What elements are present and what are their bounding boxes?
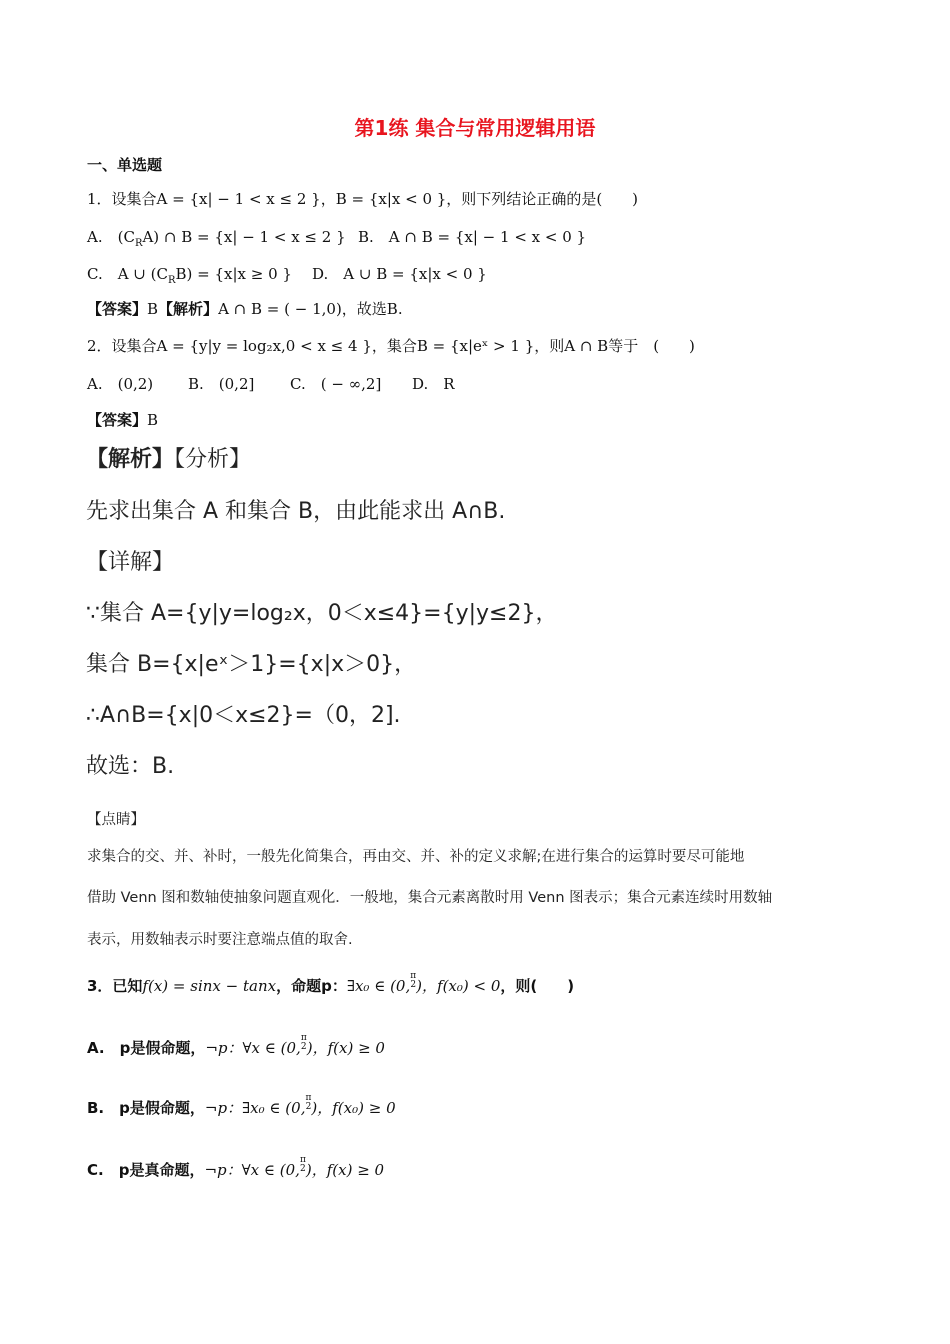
q2-detail-line3: 集合 B={x|eˣ＞1}={x|x＞0}， [86, 652, 417, 677]
q2-answer: 【答案】B [87, 411, 159, 429]
q2-analysis-heading: 【解析】【分析】 [86, 447, 252, 472]
q2-option-c: C. ( − ∞,2] [290, 375, 382, 393]
pi-over-two-fraction: π 2 [410, 971, 417, 990]
q1-option-a: A. $(C_RA)$ ∩ B = {x| − 1 < x ≤ 2 } [87, 228, 346, 249]
q2-option-b: B. (0,2] [188, 375, 255, 393]
q1-stem: 1．设集合A = {x| − 1 < x ≤ 2 }，B = {x|x < 0 }，则下列结论正确的是( ) [87, 190, 639, 208]
q2-stem: 2．设集合A = {y|y = log₂x,0 < x ≤ 4 }，集合B = {x|eˣ > 1 }，则A ∩ B等于 ( ) [87, 337, 695, 355]
q3-stem: 3．已知f(x) = sinx − tanx，命题p：∃x₀ ∈ (0,π 2)，f(x₀) < 0，则( ) [87, 971, 575, 995]
pi-over-two-fraction: π 2 [300, 1033, 307, 1052]
q1-option-b: B. A ∩ B = {x| − 1 < x < 0 } [358, 228, 587, 246]
q1-option-c: C. A ∪ $(C_RB) = \{x|x \ge 0$ } [87, 265, 292, 286]
page-title: 第1练 集合与常用逻辑用语 [354, 116, 596, 140]
q2-option-d: D. R [412, 375, 455, 393]
q2-detail-line4: ∴A∩B={x|0＜x≤2}=（0，2]. [86, 703, 401, 728]
section-heading: 一、单选题 [87, 156, 163, 174]
pi-over-two-fraction: π 2 [305, 1093, 312, 1112]
pi-over-two-fraction: π 2 [299, 1155, 306, 1174]
q2-point-para1: 求集合的交、并、补时，一般先化简集合，再由交、并、补的定义求解;在进行集合的运算时要尽可能地 [87, 849, 745, 865]
q3-option-c: C. p是真命题，¬p：∀x ∈ (0,π 2)，f(x) ≥ 0 [87, 1155, 385, 1179]
q1-answer: 【答案】B【解析】A ∩ B = ( − 1,0)，故选B. [87, 300, 403, 318]
q2-detail-line5: 故选：B. [86, 754, 175, 779]
q2-option-a: A. (0,2) [87, 375, 154, 393]
q2-analysis-line1: 先求出集合 A 和集合 B，由此能求出 A∩B. [86, 499, 506, 524]
q1-option-d: D. A ∪ B = {x|x < 0 } [312, 265, 487, 283]
q3-option-a: A. p是假命题，¬p：∀x ∈ (0,π 2)，f(x) ≥ 0 [87, 1033, 385, 1057]
q2-detail-heading: 【详解】 [86, 550, 175, 575]
q3-option-b: B. p是假命题，¬p：∃x₀ ∈ (0,π 2)，f(x₀) ≥ 0 [87, 1093, 396, 1117]
q2-point-heading: 【点睛】 [87, 812, 145, 828]
q2-detail-line2: ∵集合 A={y|y=log₂x，0＜x≤4}={y|y≤2}， [86, 601, 558, 626]
q2-point-para3: 表示，用数轴表示时要注意端点值的取舍. [87, 932, 353, 948]
q2-point-para2: 借助 Venn 图和数轴使抽象问题直观化．一般地，集合元素离散时用 Venn 图表示；集合元素连续时用数轴 [87, 890, 773, 906]
